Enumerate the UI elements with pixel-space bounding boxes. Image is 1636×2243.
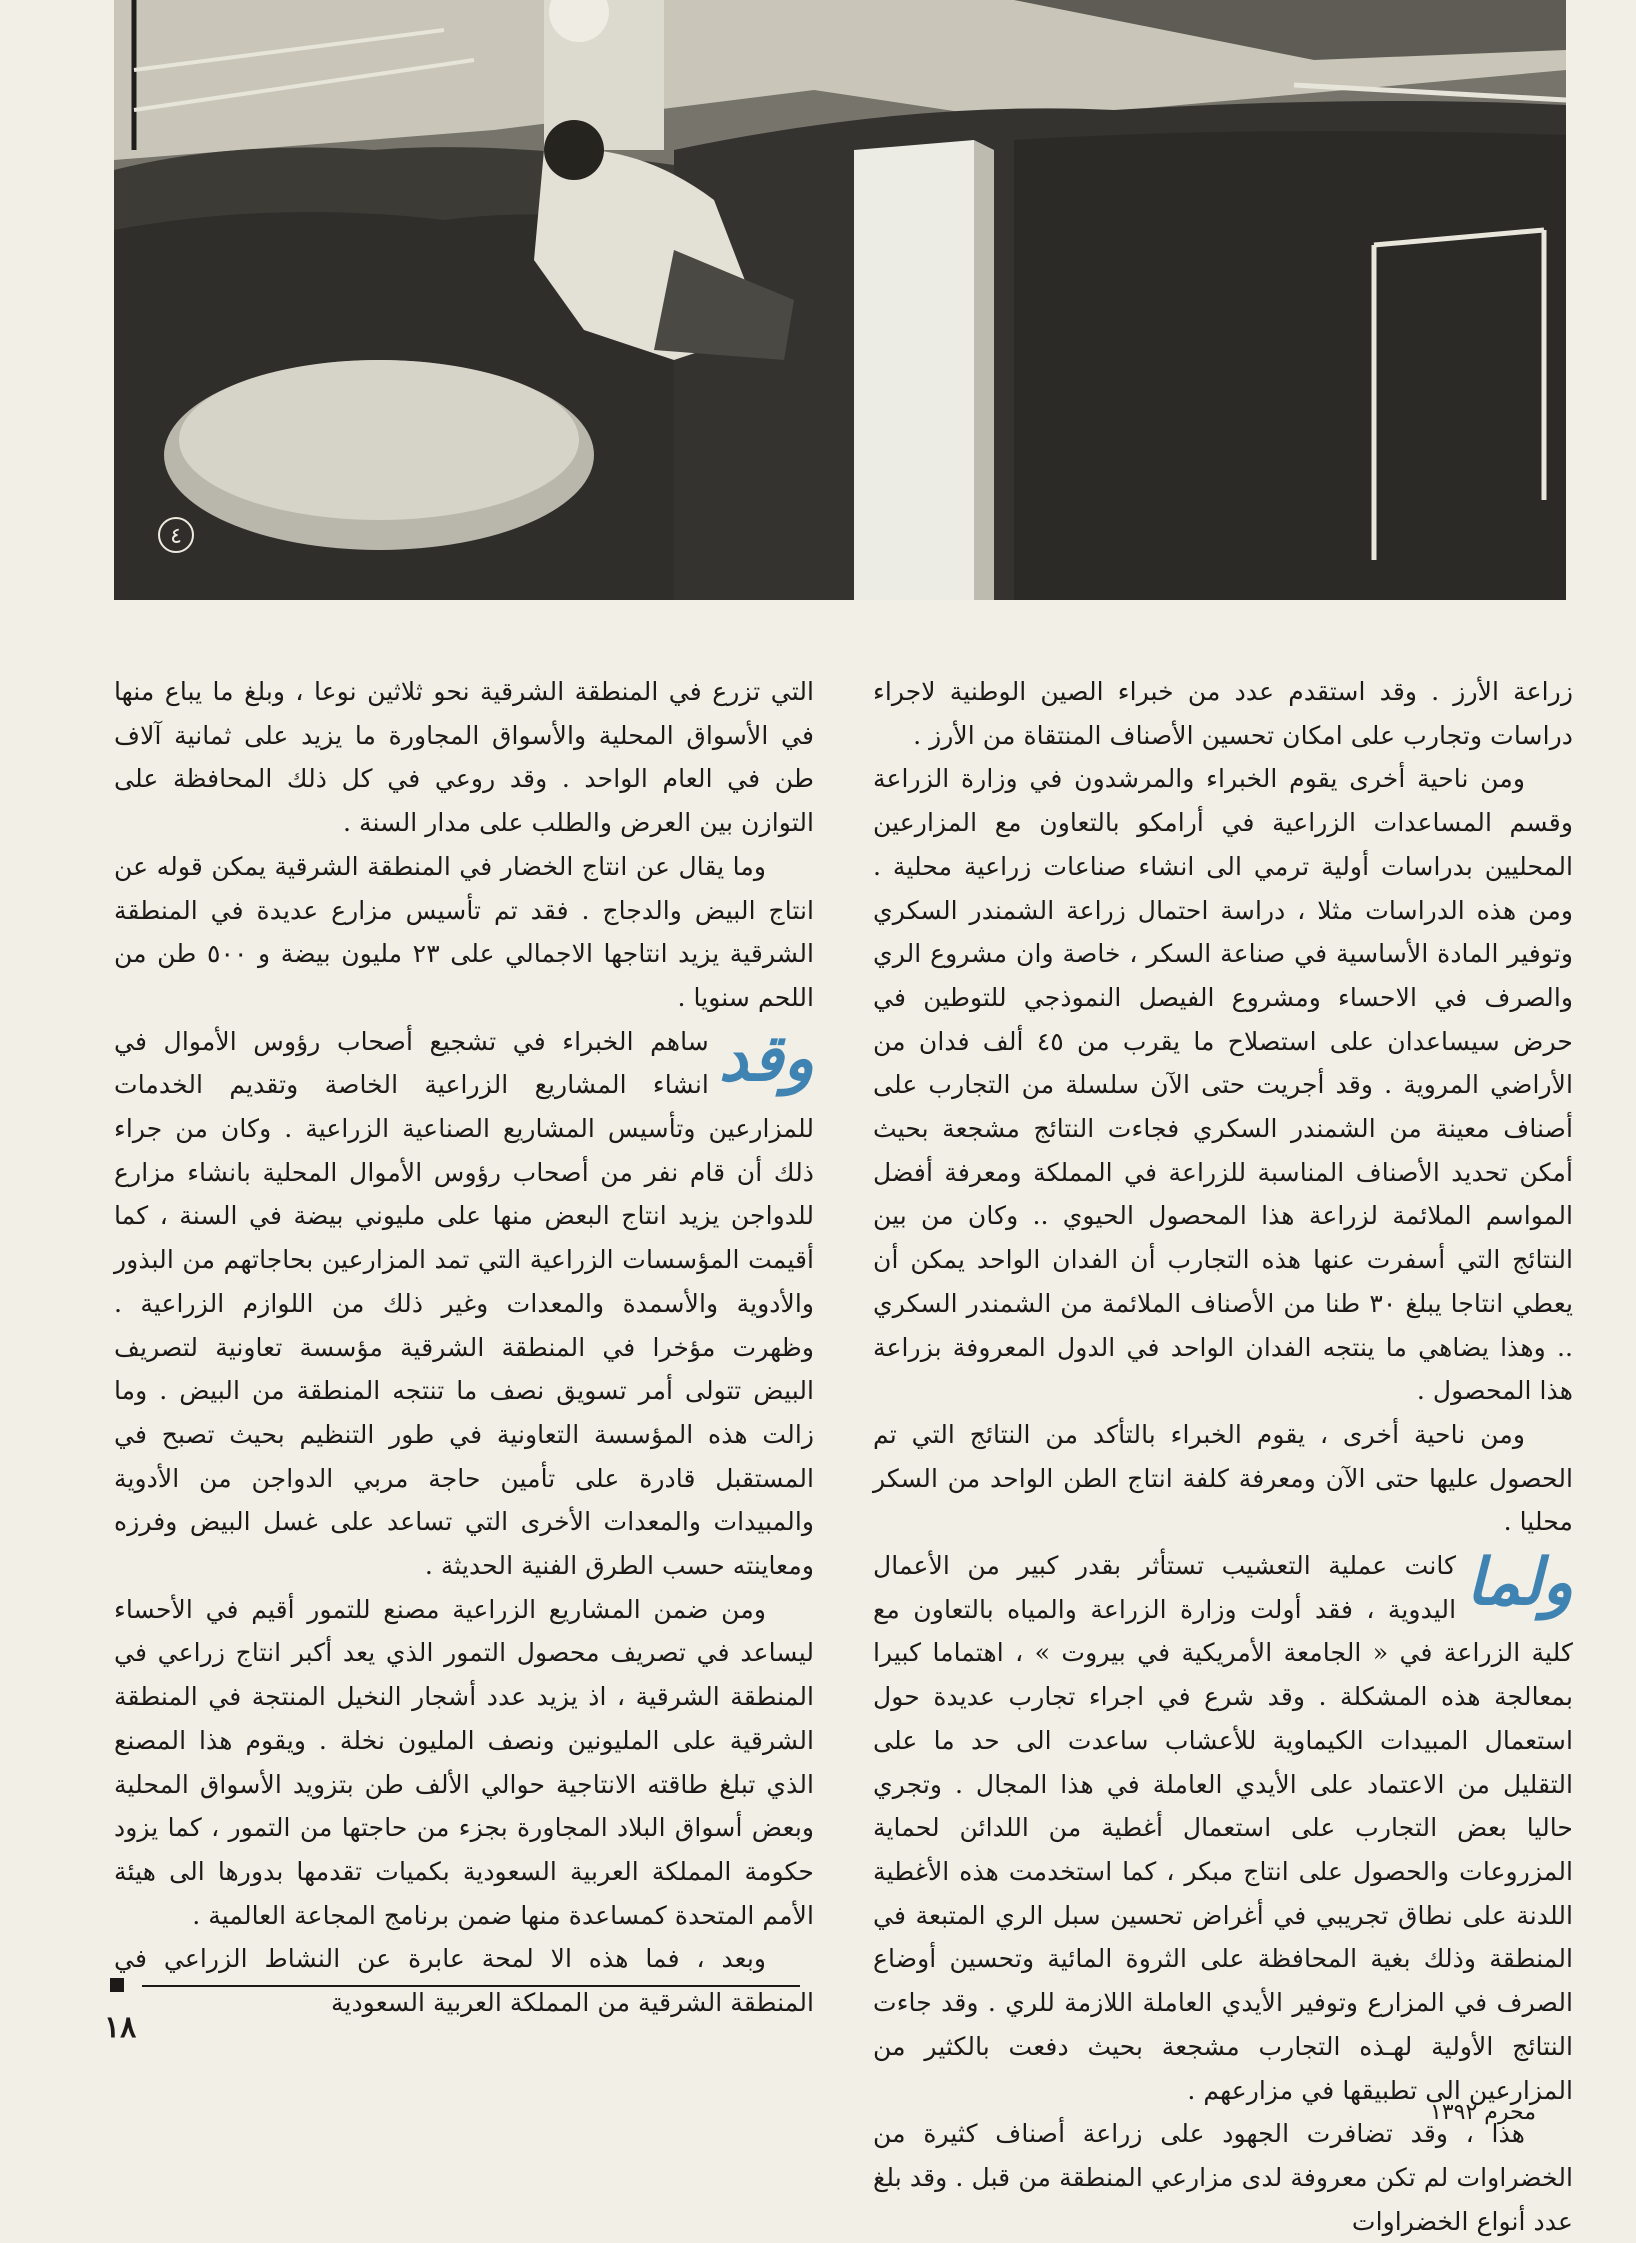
field-photo (114, 0, 1566, 600)
paragraph-text: كانت عملية التعشيب تستأثر بقدر كبير من الأعمال اليدوية ، فقد أولت وزارة الزراعة والمياه بالتعاون مع كلية الزراعة في « الجامعة الأمريكية في بيروت » ، اهتماما كبيرا بمعالجة هذه المشكلة . وقد شرع في اجراء تجارب عديدة حول استعمال المبيدات الكيماوية للأعشاب ساعدت الى حد ما على التقليل من الاعتماد على الأيدي العاملة في هذا المجال . وتجري حاليا بعض التجارب على استعمال أغطية من اللدائن لحماية المزروعات والحصول على انتاج مبكر ، كما استخدمت هذه الأغطية اللدنة على نطاق تجريبي في أغراض تحسين سبل الري المتبعة في المنطقة وذلك بغية المحافظة على الثروة المائية وتحسين أوضاع الصرف في المزارع وتوفير الأيدي العاملة اللازمة للري . وقد جاءت النتائج الأولية لهـذه التجارب مشجعة بحيث دفعت بالكثير من المزارعين الى تطبيقها في مزارعهم . (873, 1551, 1573, 2105)
article-column-left (114, 670, 814, 2025)
paragraph: وبعد ، فما هذه الا لمحة عابرة عن النشاط الزراعي في المنطقة الشرقية من المملكة العربية السعودية (114, 1944, 814, 2018)
paragraph: وما يقال عن انتاج الخضار في المنطقة الشرقية يمكن قوله عن انتاج البيض والدجاج . فقد تم تأسيس مزارع عديدة في المنطقة الشرقية يزيد انتاجها الاجمالي على ٢٣ مليون بيضة و ٥٠٠ طن من اللحم سنويا . (114, 851, 814, 1012)
dropcap: وقد (718, 1020, 814, 1096)
end-square-icon (110, 1978, 124, 1992)
issue-date: محرم ١٣٩٢ (1430, 2100, 1537, 2125)
paragraph: ومن ناحية أخرى يقوم الخبراء والمرشدون في وزارة الزراعة وقسم المساعدات الزراعية في أرامكو بالتعاون مع المزارعين المحليين بدراسات أولية ترمي الى انشاء صناعات زراعية محلية . ومن هذه الدراسات مثلا ، دراسة احتمال زراعة الشمندر السكري وتوفير المادة الأساسية في صناعة السكر ، خاصة وان مشروع الري والصرف في الاحساء ومشروع الفيصل النموذجي للتوطين في حرض سيساعدان على استصلاح ما يقرب من ٤٥ ألف فدان من الأراضي المروية . وقد أجريت حتى الآن سلسلة من التجارب على أصناف معينة من الشمندر السكري فجاءت النتائج مشجعة بحيث أمكن تحديد الأصناف المناسبة للزراعة في المملكة ومعرفة أفضل المواسم الملائمة لزراعة هذا المحصول الحيوي .. وكان من بين النتائج التي أسفرت عنها هذه التجارب أن الفدان الواحد يمكن أن يعطي انتاجا يبلغ ٣٠ طنا من الأصناف الملائمة من الشمندر السكري .. وهذا يضاهي ما ينتجه الفدان الواحد في الدول المعروفة بزراعة هذا المحصول . (873, 764, 1573, 1406)
paragraph-with-dropcap (873, 1544, 1573, 2112)
paragraph: هذا ، وقد تضافرت الجهود على زراعة أصناف كثيرة من الخضراوات لم تكن معروفة لدى مزارعي المنطقة من قبل . وقد بلغ عدد أنواع الخضراوات (873, 2119, 1573, 2236)
paragraph-with-dropcap (114, 1020, 814, 1588)
article-end-rule (110, 1978, 800, 1992)
paragraph-text: ساهم الخبراء في تشجيع أصحاب رؤوس الأموال في انشاء المشاريع الزراعية الخاصة وتقديم الخدمات للمزارعين وتأسيس المشاريع الصناعية الزراعية . وكان من جراء ذلك أن قام نفر من أصحاب رؤوس الأموال المحلية بانشاء مزارع للدواجن يزيد انتاج البعض منها على مليوني بيضة في السنة ، كما أقيمت المؤسسات الزراعية التي تمد المزارعين بحاجاتهم من البذور والأدوية والأسمدة والمعدات وغير ذلك من اللوازم الزراعية . وظهرت مؤخرا في المنطقة الشرقية مؤسسة تعاونية لتصريف البيض تتولى أمر تسويق نصف ما تنتجه المنطقة من البيض . وما زالت هذه المؤسسة التعاونية في طور التنظيم بحيث تصبح في المستقبل قادرة على تأمين حاجة مربي الدواجن من الأدوية والمبيدات والمعدات الأخرى التي تساعد على غسل البيض وفرزه ومعاينته حسب الطرق الفنية الحديثة . (114, 1026, 814, 1581)
photo-illustration (114, 0, 1566, 600)
article-column-right (873, 670, 1573, 2243)
paragraph: التي تزرع في المنطقة الشرقية نحو ثلاثين نوعا ، وبلغ ما يباع منها في الأسواق المحلية والأسواق المجاورة ما يزيد على ثمانية آلاف طن في العام الواحد . وقد روعي في كل ذلك المحافظة على التوازن بين العرض والطلب على مدار السنة . (114, 677, 814, 838)
paragraph: زراعة الأرز . وقد استقدم عدد من خبراء الصين الوطنية لاجراء دراسات وتجارب على امكان تحسين الأصناف المنتقاة من الأرز . (873, 677, 1573, 750)
page-number: ١٨ (104, 2010, 137, 2045)
photo-number-marker: ٤ (170, 524, 182, 549)
paragraph: ومن ناحية أخرى ، يقوم الخبراء بالتأكد من النتائج التي تم الحصول عليها حتى الآن ومعرفة كلفة انتاج الطن الواحد من السكر محليا . (873, 1419, 1573, 1537)
paragraph: ومن ضمن المشاريع الزراعية مصنع للتمور أقيم في الأحساء ليساعد في تصريف محصول التمور الذي يعد أكبر انتاج زراعي في المنطقة الشرقية ، اذ يزيد عدد أشجار النخيل المنتجة في المنطقة الشرقية على المليونين ونصف المليون نخلة . ويقوم هذا المصنع الذي تبلغ طاقته الانتاجية حوالي الألف طن بتزويد الأسواق المحلية وبعض أسواق البلاد المجاورة بجزء من حاجتها من التمور ، كما يزود حكومة المملكة العربية السعودية بكميات تقدمها بدورها الى هيئة الأمم المتحدة كمساعدة منها ضمن برنامج المجاعة العالمية . (114, 1594, 814, 1930)
divider (142, 1985, 800, 1987)
dropcap: ولما (1466, 1545, 1573, 1621)
